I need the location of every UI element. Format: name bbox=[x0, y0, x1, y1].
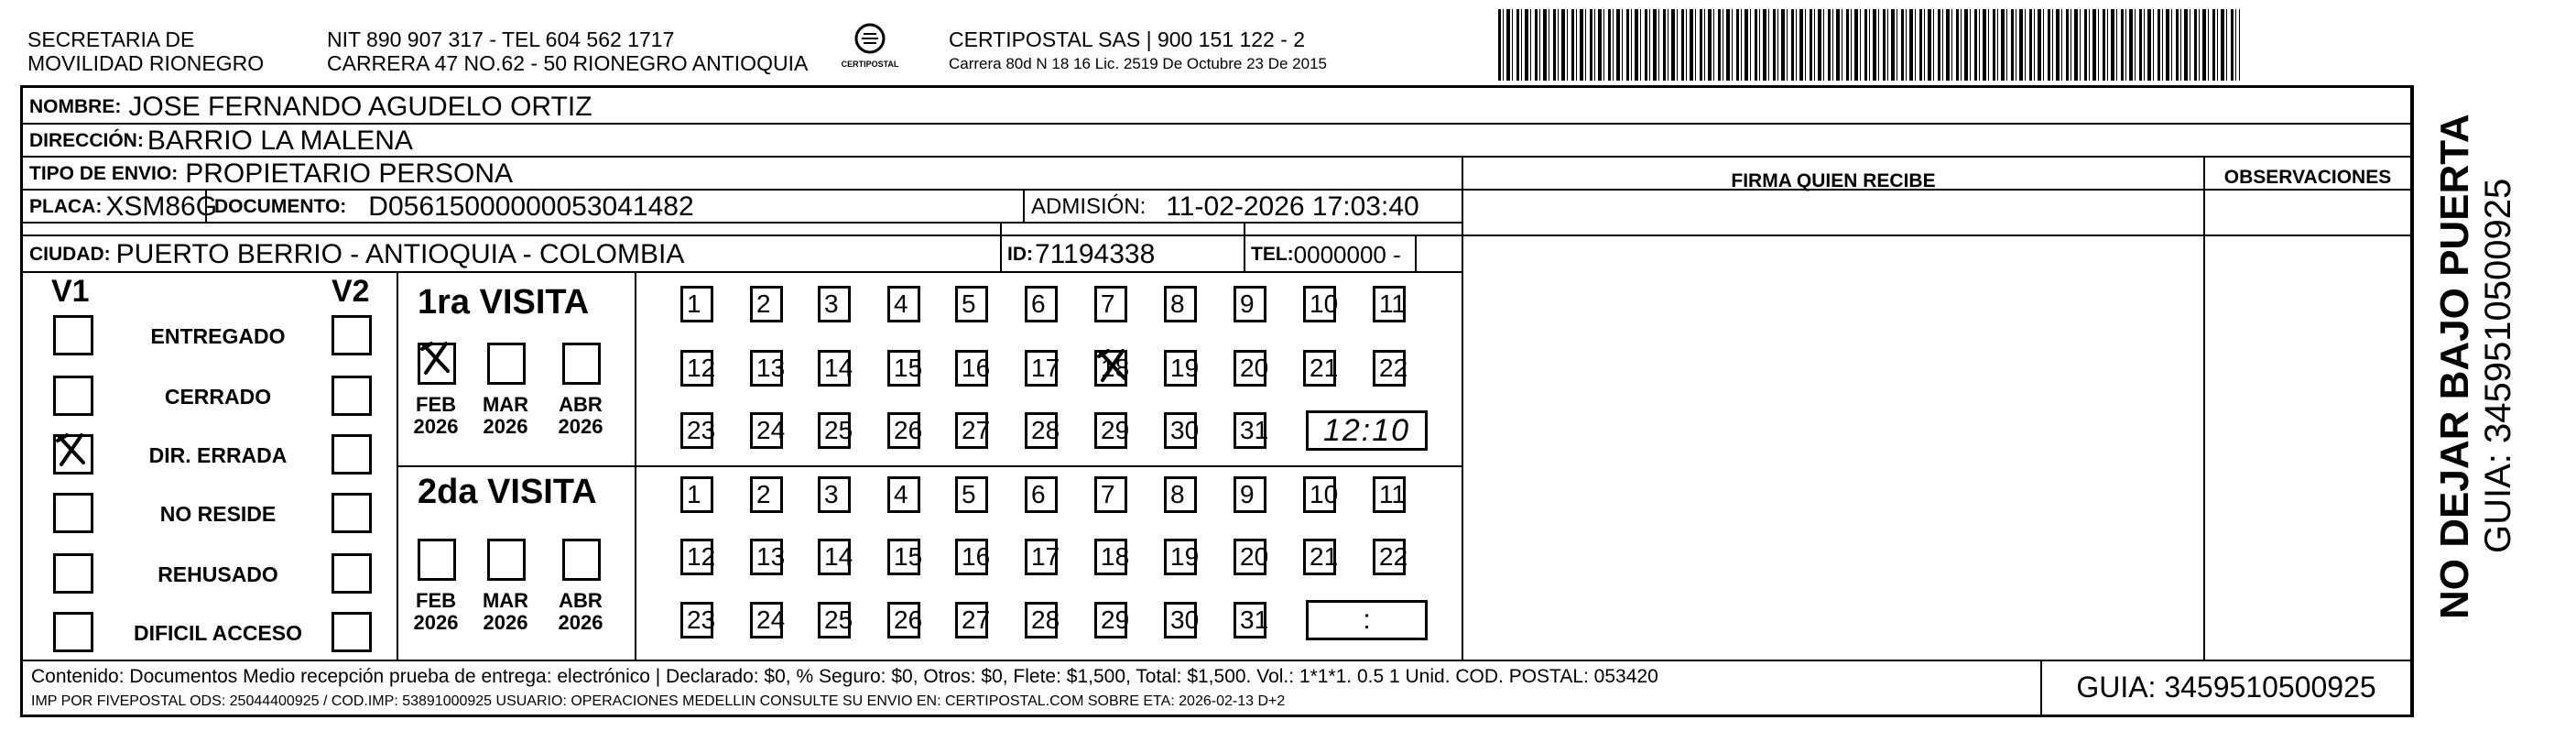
day-box[interactable]: 15 bbox=[887, 350, 920, 387]
day-box[interactable]: 21 bbox=[1303, 350, 1336, 387]
ciudad-row bbox=[29, 238, 684, 271]
day-box[interactable]: 12 bbox=[680, 539, 713, 575]
admision-row bbox=[1031, 192, 1419, 222]
second-visit-time: : bbox=[1363, 605, 1371, 635]
divider bbox=[20, 271, 1463, 273]
v2-checkbox[interactable] bbox=[332, 553, 372, 594]
v2-label: V2 bbox=[332, 274, 370, 309]
day-box[interactable]: 14 bbox=[818, 350, 851, 387]
month-label: MAR bbox=[482, 393, 529, 416]
tel-value: 0000000 - bbox=[1293, 240, 1401, 268]
sender-block bbox=[27, 27, 264, 75]
nit-block bbox=[327, 27, 808, 75]
placa-value: XSM86G bbox=[105, 191, 218, 222]
ciudad-value: PUERTO BERRIO - ANTIOQUIA - COLOMBIA bbox=[115, 239, 685, 269]
divider bbox=[397, 465, 1463, 467]
nombre-row bbox=[29, 92, 592, 123]
month-label: ABR bbox=[559, 393, 603, 416]
placa-label: PLACA: bbox=[29, 196, 103, 217]
day-box[interactable]: 10 bbox=[1303, 286, 1336, 322]
v1-checkbox[interactable] bbox=[53, 493, 93, 533]
day-box[interactable]: 20 bbox=[1234, 539, 1266, 575]
v2-checkbox[interactable] bbox=[332, 434, 372, 475]
month-checkbox[interactable] bbox=[562, 343, 601, 385]
divider bbox=[20, 235, 2412, 236]
month-year bbox=[408, 394, 463, 438]
address-line: CARRERA 47 NO.62 - 50 RIONEGRO ANTIOQUIA bbox=[327, 51, 809, 75]
day-box[interactable]: 27 bbox=[955, 412, 988, 449]
year-label: 2026 bbox=[483, 611, 528, 634]
first-visit-title: 1ra VISITA bbox=[418, 283, 590, 322]
nombre-value: JOSE FERNANDO AGUDELO ORTIZ bbox=[128, 92, 592, 122]
year-label: 2026 bbox=[413, 611, 459, 634]
tipo-value: PROPIETARIO PERSONA bbox=[185, 158, 514, 189]
first-visit-time: 12:10 bbox=[1322, 413, 1411, 448]
day-box[interactable]: 8 bbox=[1164, 476, 1197, 513]
firma-header: FIRMA QUIEN RECIBE bbox=[1731, 170, 1936, 191]
month-label: FEB bbox=[416, 393, 456, 416]
id-row bbox=[1007, 238, 1155, 271]
divider bbox=[1462, 158, 1463, 660]
day-box[interactable]: 18 bbox=[1094, 539, 1127, 575]
carrier-line-2: Carrera 80d N 18 16 Lic. 2519 De Octubre 23 De 2015 bbox=[949, 55, 1327, 72]
day-box[interactable]: 26 bbox=[887, 412, 920, 449]
day-box[interactable]: 20 bbox=[1234, 350, 1266, 387]
direccion-value: BARRIO LA MALENA bbox=[147, 125, 413, 156]
divider bbox=[1244, 224, 1245, 271]
v1-checkbox[interactable] bbox=[53, 376, 93, 416]
admision-label: ADMISIÓN: bbox=[1031, 194, 1147, 219]
footer-guia: GUIA: 3459510500925 bbox=[2076, 671, 2376, 704]
day-box[interactable]: 10 bbox=[1303, 476, 1336, 513]
v1-label: V1 bbox=[51, 274, 90, 309]
divider bbox=[20, 123, 2412, 125]
status-label: REHUSADO bbox=[158, 562, 278, 586]
month-checkbox[interactable] bbox=[418, 539, 456, 581]
side-guia: GUIA: 3459510500925 bbox=[2478, 178, 2518, 553]
v2-checkbox[interactable] bbox=[332, 315, 372, 355]
footer-content: Contenido: Documentos Medio recepción prueba de entrega: electrónico | Declarado: $0, % Seguro: $0, Otros: $0, Flete: $1,500, Total: $1,500. Vol.: 1*1*1. 0.5 1 Unid. COD. POSTAL: 053420 bbox=[31, 666, 1658, 687]
day-box[interactable]: 12 bbox=[680, 350, 713, 387]
day-box[interactable]: 1 bbox=[680, 286, 713, 322]
v1-checkbox[interactable] bbox=[53, 553, 93, 594]
month-year bbox=[478, 394, 533, 438]
day-box[interactable]: 11 bbox=[1373, 286, 1406, 322]
ciudad-label: CIUDAD: bbox=[29, 244, 111, 265]
logo-text: CERTIPOSTAL bbox=[841, 60, 899, 69]
status-label: DIFICIL ACCESO bbox=[133, 621, 302, 645]
day-box[interactable]: 18 bbox=[1094, 350, 1127, 387]
divider bbox=[2410, 87, 2412, 715]
barcode bbox=[1498, 9, 2240, 81]
divider bbox=[1023, 191, 1025, 224]
carrier-block bbox=[949, 27, 1327, 73]
divider bbox=[1000, 224, 1002, 271]
v1-checkbox[interactable] bbox=[53, 315, 93, 355]
tipo-label: TIPO DE ENVIO: bbox=[29, 163, 179, 184]
day-box[interactable]: 13 bbox=[750, 539, 783, 575]
sender-line-1: SECRETARIA DE bbox=[27, 27, 195, 51]
documento-value: D05615000000053041482 bbox=[368, 191, 694, 222]
day-box[interactable]: 14 bbox=[818, 539, 851, 575]
day-box[interactable]: 28 bbox=[1025, 602, 1058, 638]
documento-label: DOCUMENTO: bbox=[214, 196, 347, 217]
status-label: NO RESIDE bbox=[159, 502, 277, 526]
day-box[interactable]: 6 bbox=[1025, 476, 1058, 513]
day-box[interactable]: 2 bbox=[750, 476, 783, 513]
tel-row bbox=[1251, 238, 1401, 271]
second-visit-time-box[interactable] bbox=[1306, 600, 1428, 640]
day-box[interactable]: 17 bbox=[1025, 539, 1058, 575]
day-box[interactable]: 4 bbox=[887, 286, 920, 322]
day-box[interactable]: 24 bbox=[750, 602, 783, 638]
documento-row bbox=[214, 192, 694, 222]
day-box[interactable]: 24 bbox=[750, 412, 783, 449]
admision-value: 11-02-2026 17:03:40 bbox=[1166, 191, 1419, 222]
day-box[interactable]: 7 bbox=[1094, 476, 1127, 513]
day-box[interactable]: 3 bbox=[818, 476, 851, 513]
day-box[interactable]: 23 bbox=[680, 602, 713, 638]
month-checkbox[interactable] bbox=[562, 539, 601, 581]
direccion-label: DIRECCIÓN: bbox=[29, 130, 144, 151]
day-box[interactable]: 26 bbox=[887, 602, 920, 638]
year-label: 2026 bbox=[558, 611, 603, 634]
divider bbox=[20, 660, 2412, 661]
footer-imp: IMP POR FIVEPOSTAL ODS: 25044400925 / COD.IMP: 53891000925 USUARIO: OPERACIONES MEDELLIN CONSULTE SU ENVIO EN: CERTIPOSTAL.COM SOBRE ETA: 2026-02-13 D+2 bbox=[31, 693, 1286, 709]
day-box[interactable]: 9 bbox=[1234, 286, 1266, 322]
day-box[interactable]: 19 bbox=[1164, 350, 1197, 387]
day-box[interactable]: 30 bbox=[1164, 412, 1197, 449]
v2-checkbox[interactable] bbox=[332, 612, 372, 652]
month-year bbox=[553, 590, 608, 634]
placa-row bbox=[29, 192, 217, 222]
day-box[interactable]: 5 bbox=[955, 286, 988, 322]
logo-icon bbox=[851, 22, 889, 55]
day-box[interactable]: 13 bbox=[750, 350, 783, 387]
day-box[interactable]: 15 bbox=[887, 539, 920, 575]
certipostal-logo bbox=[835, 22, 905, 73]
day-box[interactable]: 4 bbox=[887, 476, 920, 513]
day-box[interactable]: 16 bbox=[955, 350, 988, 387]
month-label: MAR bbox=[482, 589, 529, 612]
tipo-row bbox=[29, 159, 513, 189]
day-box[interactable]: 2 bbox=[750, 286, 783, 322]
day-box[interactable]: 29 bbox=[1094, 412, 1127, 449]
day-box[interactable]: 11 bbox=[1373, 476, 1406, 513]
id-label: ID: bbox=[1007, 244, 1033, 265]
month-checkbox[interactable] bbox=[487, 539, 526, 581]
day-box[interactable]: 6 bbox=[1025, 286, 1058, 322]
month-year bbox=[553, 394, 608, 438]
day-box[interactable]: 27 bbox=[955, 602, 988, 638]
day-box[interactable]: 25 bbox=[818, 412, 851, 449]
status-label: ENTREGADO bbox=[150, 324, 286, 348]
month-label: FEB bbox=[416, 589, 456, 612]
carrier-line-1: CERTIPOSTAL SAS | 900 151 122 - 2 bbox=[949, 27, 1306, 51]
v1-checkbox[interactable] bbox=[53, 434, 93, 475]
year-label: 2026 bbox=[558, 415, 603, 438]
day-box[interactable]: 17 bbox=[1025, 350, 1058, 387]
day-box[interactable]: 31 bbox=[1234, 602, 1266, 638]
id-value: 71194338 bbox=[1035, 239, 1156, 269]
second-visit-title: 2da VISITA bbox=[418, 473, 597, 511]
day-box[interactable]: 8 bbox=[1164, 286, 1197, 322]
month-year bbox=[408, 590, 463, 634]
no-dejar-warning: NO DEJAR BAJO PUERTA bbox=[2432, 114, 2477, 619]
day-box[interactable]: 9 bbox=[1234, 476, 1266, 513]
observaciones-header: OBSERVACIONES bbox=[2223, 167, 2392, 188]
day-box[interactable]: 22 bbox=[1373, 539, 1406, 575]
nit-line: NIT 890 907 317 - TEL 604 562 1717 bbox=[327, 27, 675, 51]
day-box[interactable]: 31 bbox=[1234, 412, 1266, 449]
tel-label: TEL: bbox=[1251, 244, 1294, 265]
day-box[interactable]: 5 bbox=[955, 476, 988, 513]
day-box[interactable]: 30 bbox=[1164, 602, 1197, 638]
month-label: ABR bbox=[559, 589, 603, 612]
day-box[interactable]: 7 bbox=[1094, 286, 1127, 322]
month-year bbox=[478, 590, 533, 634]
status-label: DIR. ERRADA bbox=[148, 443, 288, 467]
month-checkbox[interactable] bbox=[487, 343, 526, 385]
sender-line-2: MOVILIDAD RIONEGRO bbox=[27, 51, 265, 75]
divider bbox=[2203, 158, 2205, 660]
day-box[interactable]: 28 bbox=[1025, 412, 1058, 449]
first-visit-time-box[interactable] bbox=[1306, 410, 1428, 451]
divider bbox=[1415, 235, 1417, 271]
nombre-label: NOMBRE: bbox=[29, 96, 122, 117]
v1-checkbox[interactable] bbox=[53, 612, 93, 652]
day-box[interactable]: 16 bbox=[955, 539, 988, 575]
day-box[interactable]: 29 bbox=[1094, 602, 1127, 638]
year-label: 2026 bbox=[413, 415, 459, 438]
year-label: 2026 bbox=[483, 415, 528, 438]
day-box[interactable]: 19 bbox=[1164, 539, 1197, 575]
status-label: CERRADO bbox=[164, 385, 272, 409]
day-box[interactable]: 3 bbox=[818, 286, 851, 322]
day-box[interactable]: 1 bbox=[680, 476, 713, 513]
day-box[interactable]: 23 bbox=[680, 412, 713, 449]
day-box[interactable]: 21 bbox=[1303, 539, 1336, 575]
v2-checkbox[interactable] bbox=[332, 493, 372, 533]
v2-checkbox[interactable] bbox=[332, 376, 372, 416]
direccion-row bbox=[29, 126, 413, 156]
day-box[interactable]: 22 bbox=[1373, 350, 1406, 387]
month-checkbox[interactable] bbox=[418, 343, 456, 385]
day-box[interactable]: 25 bbox=[818, 602, 851, 638]
